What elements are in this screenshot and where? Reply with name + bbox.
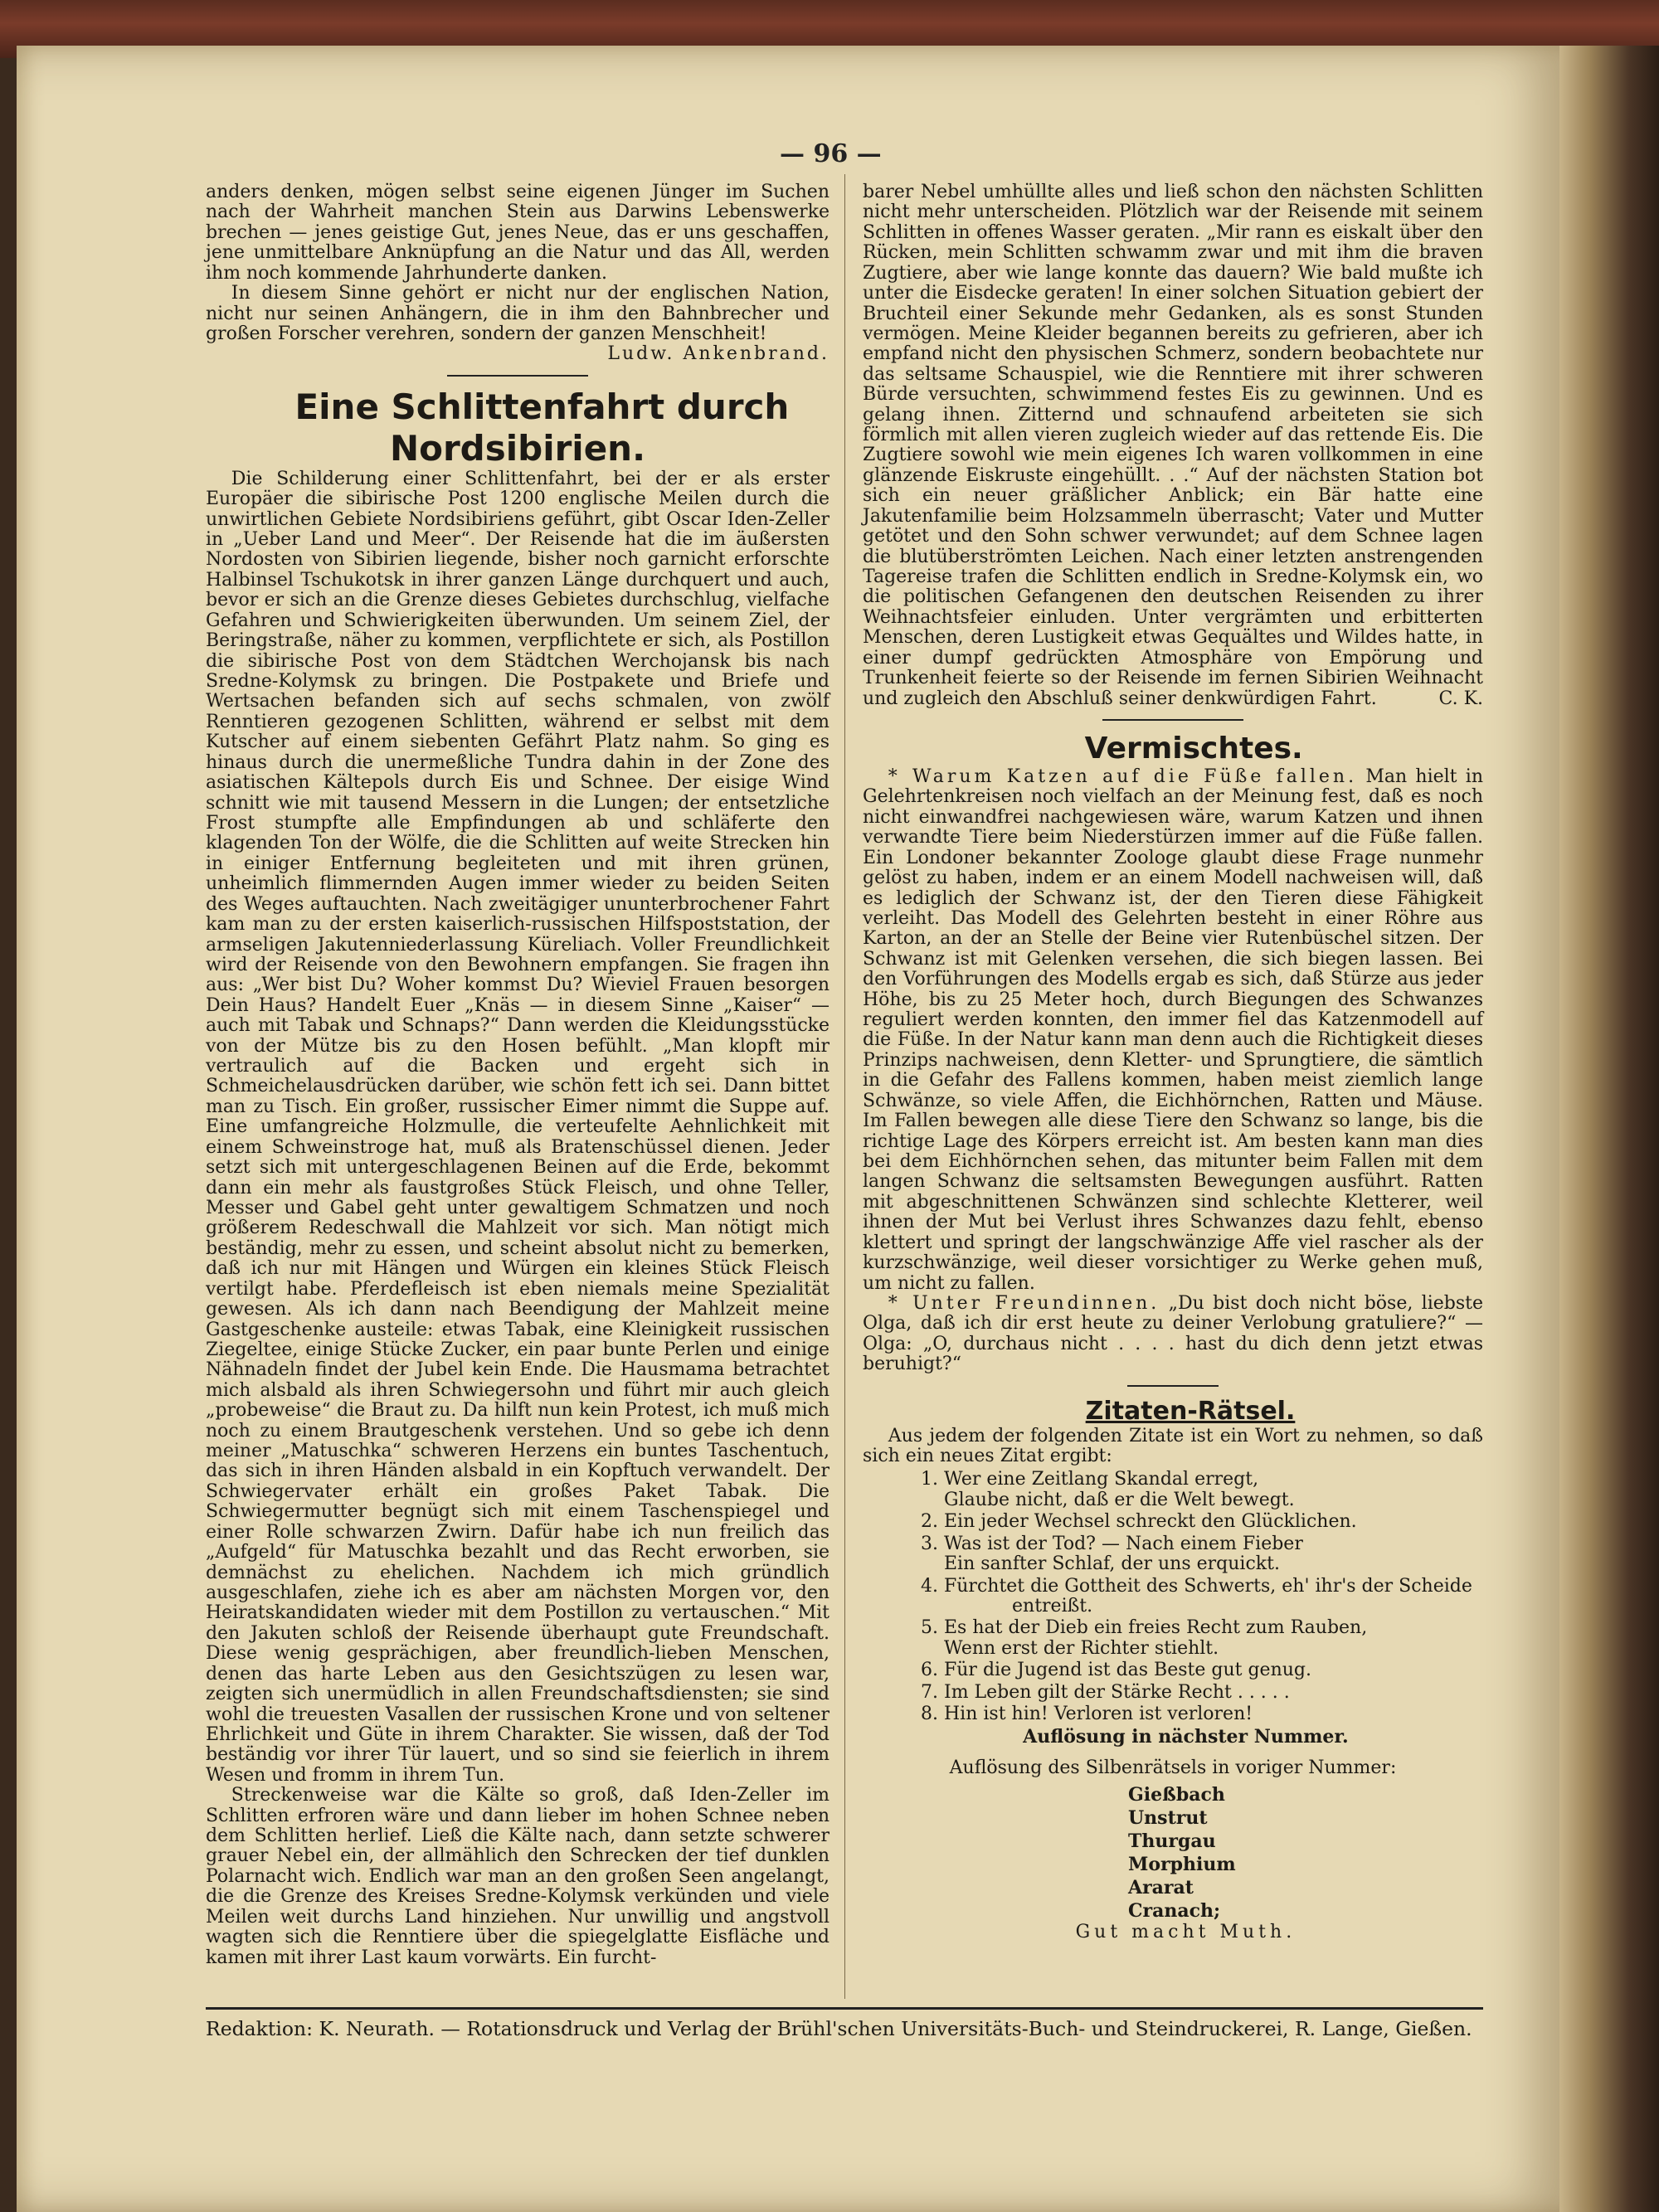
cats-item-text: Man hielt in Gelehrtenkreisen noch vielfach an der Meinung fest, daß es noch nicht einwandfrei nachgewiesen wäre, warum Katzen und ihnen verwandte Tiere beim Niederstürzen immer auf die Füße fallen. Ein Londoner bekannter Zoologe glaubt diese Frage nunmehr gelöst zu haben, indem er an einem Modell nachweisen will, daß es lediglich der Schwanz ist, der den Tieren diese Fähigkeit verleiht. Das Modell des Gelehrten besteht in einer Röhre aus Karton, an der an Stelle der Beine vier Rutenbüschel sitzen. Der Schwanz ist mit Gelenken versehen, die sich biegen lassen. Bei den Vorführungen des Modells ergab es sich, daß Stürze aus jeder Höhe, bis zu 25 Meter hoch, durch Biegungen des Schwanzes reguliert werden konnten, den immer fiel das Katzenmodell auf die Füße. In der Natur kann man denn auch die Richtigkeit dieses Prinzips nachweisen, denn Kletter- und Sprungtiere, die sämtlich in die Gefahr des Fallens kommen, haben meist ziemlich lange Schwänze, so viele Affen, die Eichhörnchen, Ratten und Mäuse. Im Fallen bewegen alle diese Tiere den Schwanz so lange, bis die richtige Lage des Körpers erreicht ist. Am besten kann man dies bei dem Eichhörnchen sehen, das mitunter beim Fallen mit dem langen Schwanz die seltsamsten Bewegungen ausführt. Ratten mit abgeschnittenen Schwänzen sind schlechte Kletterer, weil ihnen der Mut bei Verlust ihres Schwanzes dazu fehlt, ebenso klettert und springt der langschwänzige Affe viel rascher als der kurzschwänzige, weil dieser vorsichtiger zu Werke gehen muß, um nicht zu fallen. [863,766,1483,1294]
riddle-quote-list [921,1470,1483,1724]
prev-solution-word: Thurgau [1128,1830,1216,1853]
riddle-quote: 6. Für die Jugend ist das Beste gut genug. [921,1660,1311,1681]
riddle-title: Zitaten-Rätsel. [1085,1396,1296,1426]
cats-item [863,767,1483,1294]
prev-solution-words [1128,1783,1483,1923]
riddle-quote: 7. Im Leben gilt der Stärke Recht . . . . . [921,1681,1290,1703]
column-divider [844,174,845,1999]
riddle-quote: 1. Wer eine Zeitlang Skandal erregt, Glaube nicht, daß er die Welt bewegt. [921,1469,1295,1510]
riddle-solution-note: Auflösung in nächster Nummer. [1023,1725,1349,1748]
section-divider [1127,1385,1219,1387]
riddle-intro: Aus jedem der folgenden Zitate ist ein Wort zu nehmen, so daß sich ein neues Zitat ergibt: [863,1425,1483,1467]
page-number: — 96 — [780,139,882,168]
friends-item-text: „Du bist doch nicht böse, liebste Olga, daß ich dir erst heute zu deiner Verlobung gratuliere?“ — Olga: „O, durchaus nicht . . . . hast du dich denn jetzt etwas beruhigt?“ [863,1292,1484,1375]
prev-solution-word: Cranach; [1128,1900,1221,1923]
prev-solution-word: Unstrut [1128,1807,1208,1830]
cats-item-lead: * Warum Katzen auf die Füße fallen. [888,766,1358,787]
prev-solution-title: Auflösung des Silbenrätsels in voriger Nummer: [949,1757,1397,1778]
prev-solution-word: Ararat [1128,1877,1194,1899]
riddle-quote: 3. Was ist der Tod? — Nach einem Fieber Ein sanfter Schlaf, der uns erquickt. [921,1533,1303,1575]
riddle-quote: 2. Ein jeder Wechsel schreckt den Glücklichen. [921,1511,1357,1533]
page-gutter-shadow [1559,46,1659,2212]
friends-item-lead: * Unter Freundinnen. [888,1292,1160,1314]
footer-rule [206,2007,1483,2010]
friends-item [863,1294,1483,1375]
section-divider [1102,719,1243,721]
sleigh-article-continuation: barer Nebel umhüllte alles und ließ schon den nächsten Schlitten nicht mehr unterscheiden. Plötzlich war der Reisende mit seinem Schlitten in offenes Wasser geraten. „Mir rann es eiskalt über den Rücken, mein Schlitten schwamm zwar und mit ihm die braven Zugtiere, aber wie lange konnte das dauern? Wie bald mußte ich unter die Eisdecke geraten! In einer solchen Situation gebiert der Bruchteil einer Sekunde mehr Gedanken, als es sonst Stunden vermögen. Meine Kleider begannen bereits zu gefrieren, aber ich empfand nicht den physischen Schmerz, sondern beobachtete nur das seltsame Schauspiel, wie die Renntiere mit ihrer schweren Bürde versuchten, schwimmend festes Eis zu gewinnen. Und es gelang ihnen. Zitternd und schnaufend arbeiteten sie sich förmlich mit allen vieren zugleich wieder auf das rettende Eis. Die Zugtiere sowohl wie mein eigenes Ich waren vollkommen in eine glänzende Eiskruste eingehüllt. . .“ Auf der nächsten Station bot sich ein neuer gräßlicher Anblick; ein Bär hatte eine Jakutenfamilie beim Holzsammeln überrascht; Vater und Mutter getötet und den Sohn schwer verwundet; auf dem Schnee lagen die blutüberströmten Leichen. Nach einer letzten anstrengenden Tagereise trafen die Schlitten endlich in Sredne-Kolymsk ein, wo die politischen Gefangenen den deutschen Reisenden zu ihrer Weihnachtsfeier einluden. Unter vergrämten und erbitterten Menschen, deren Lustigkeit etwas Gequältes und Wildes hatte, in einer dumpf gedrückten Atmosphäre von Empörung und Trunkenheit feierte so der Reisende im fernen Sibirien Weihnacht und zugleich den Abschluß seiner denkwürdigen Fahrt. C. K. [863,182,1483,709]
sleigh-article-signature: C. K. [1438,688,1483,709]
section-divider [447,375,588,377]
sleigh-article-paragraph-2: Streckenweise war die Kälte so groß, daß Iden-Zeller im Schlitten erfroren wäre und dann lieber im hohen Schnee neben dem Schlitten herlief. Ließ die Kälte nach, dann setzte schwerer grauer Nebel ein, der allmählich den Schrecken der tief dunklen Polarnacht wich. Endlich war man an den großen Seen angelangt, die die Grenze des Kreises Sredne-Kolymsk verkünden und viele Meilen weit durchs Land hinziehen. Nur unwillig und angstvoll wagten sich die Renntiere über die spiegelglatte Eisfläche und kamen mit ihrer Last kaum vorwärts. Ein furcht- [206,1785,830,1968]
darwin-article-continuation: anders denken, mögen selbst seine eigenen Jünger im Suchen nach der Wahrheit manchen Stein aus Darwins Lebenswerke brechen — jenes geistige Gut, jenes Neue, das er uns geschaffen, jene unmittelbare Anknüpfung an die Natur und das All, werden ihm noch kommende Jahrhunderte danken. [206,182,830,284]
prev-solution-motto: Gut macht Muth. [1075,1922,1297,1943]
imprint-footer: Redaktion: K. Neurath. — Rotationsdruck und Verlag der Brühl'schen Universitäts-Buch- und Steindruckerei, R. Lange, Gießen. [206,2017,1472,2040]
darwin-article-signature: Ludw. Ankenbrand. [607,343,830,365]
riddle-quote: 8. Hin ist hin! Verloren ist verloren! [921,1704,1253,1725]
right-column [863,182,1483,1943]
riddle-quote: 4. Fürchtet die Gottheit des Schwerts, eh' ihr's der Scheide entreißt. [921,1575,1472,1616]
sleigh-article-title: Eine Schlittenfahrt durch Nordsibirien. [294,386,790,469]
vermischtes-title: Vermischtes. [1084,731,1303,766]
left-column [206,182,830,1968]
prev-solution-word: Gießbach [1128,1784,1225,1806]
prev-solution-word: Morphium [1128,1854,1236,1876]
darwin-article-closing: In diesem Sinne gehört er nicht nur der englischen Nation, nicht nur seinen Anhängern, die in ihm den Bahnbrecher und großen Forscher verehren, sondern der ganzen Menschheit! [206,283,830,344]
riddle-quote: 5. Es hat der Dieb ein freies Recht zum Rauben, Wenn erst der Richter stiehlt. [921,1617,1368,1659]
sleigh-article-paragraph-1: Die Schilderung einer Schlittenfahrt, bei der er als erster Europäer die sibirische Post 1200 englische Meilen durch die unwirtlichen Gebiete Nordsibiriens geführt, gibt Oscar Iden-Zeller in „Ueber Land und Meer“. Der Reisende hat die im äußersten Nordosten von Sibirien liegende, bisher noch garnicht erforschte Halbinsel Tschukotsk in ihrer ganzen Länge durchquert und auch, bevor er sich an die Grenze dieses Gebietes durchschlug, vielfache Gefahren und Schwierigkeiten überwunden. Um seinem Ziel, der Beringstraße, näher zu kommen, verpflichtete er sich, als Postillon die sibirische Post von dem Städtchen Werchojansk bis nach Sredne-Kolymsk zu bringen. Die Postpakete und Briefe und Wertsachen befanden sich auf sechs schmalen, von zwölf Renntieren gezogenen Schlitten, während er selbst mit dem Kutscher auf einem siebenten Gefährt Platz nahm. So ging es hinaus durch die unermeßliche Tundra dahin in der Zone des asiatischen Kältepols durch Eis und Schnee. Der eisige Wind schnitt wie mit tausend Messern in die Lungen; der entsetzliche Frost stumpfte alle Empfindungen ab und schläferte den klagenden Ton der Wölfe, die die Schlitten auf weite Strecken hin in einiger Entfernung begleiteten und mit ihren grünen, unheimlich flimmernden Augen immer wieder zu beiden Seiten des Weges auftauchten. Nach zweitägiger ununterbrochener Fahrt kam man zu der ersten kaiserlich-russischen Hilfspoststation, der armseligen Jakutenniederlassung Küreliach. Voller Freundlichkeit wird der Reisende von den Bewohnern empfangen. Sie fragen ihn aus: „Wer bist Du? Woher kommst Du? Wieviel Frauen besorgen Dein Haus? Handelt Euer „Knäs — in diesem Sinne „Kaiser“ — auch mit Tabak und Schnaps?“ Dann werden die Kleidungsstücke von der Mütze bis zu den Hosen befühlt. „Man klopft mir vertraulich auf die Backen und ergeht sich in Schmeichelausdrücken darüber, wie schön fett ich sei. Dann bittet man zu Tisch. Ein großer, russischer Eimer nimmt die Suppe auf. Eine umfangreiche Holzmulle, die verteufelte Aehnlichkeit mit einem Schweinstroge hat, muß als Bratenschüssel dienen. Jeder setzt sich mit untergeschlagenen Beinen auf die Erde, bekommt dann ein mehr als faustgroßes Stück Fleisch, und ohne Teller, Messer und Gabel geht unter gewaltigem Schmatzen und noch größerem Redeschwall die Mahlzeit vor sich. Man nötigt mich beständig, mehr zu essen, und scheint absolut nicht zu bemerken, daß ich nur mit Hängen und Würgen ein kleines Stück Fleisch vertilgt habe. Pferdefleisch ist eben niemals meine Spezialität gewesen. Als ich dann nach Beendigung der Mahlzeit meine Gastgeschenke austeile: etwas Tabak, eine Kleinigkeit russischen Ziegeltee, einige Stücke Zucker, ein paar bunte Perlen und einige Nähnadeln findet der Jubel kein Ende. Die Hausmama betrachtet mich alsbald als ihren Schwiegersohn und führt mir auch gleich „probeweise“ die Braut zu. Da hilft nun kein Protest, ich muß mich noch zu einem Brautgeschenk verstehen. Und so gebe ich denn meiner „Matuschka“ schweren Herzens ein buntes Taschentuch, das sich in ihren Händen alsbald in ein Kopftuch verwandelt. Der Schwiegervater erhält ein großes Paket Tabak. Die Schwiegermutter begnügt sich mit einem Taschenspiegel und einer Rolle schwarzen Zwirn. Dafür habe ich nun freilich das „Aufgeld“ für Matuschka bezahlt und das Recht erworben, sie demnächst zu ehelichen. Nachdem ich mich gründlich ausgeschlafen, ziehe ich es aber am nächsten Morgen vor, den Heiratskandidaten wieder mit dem Postillon zu vertauschen.“ Mit den Jakuten schloß der Reisende überhaupt gute Freundschaft. Diese wenig gesprächigen, aber freundlich-lieben Menschen, denen das harte Leben aus den Gesichtszügen zu lesen war, zeigten sich unermüdlich in allen Freundschaftsdiensten; sie sind wohl die treuesten Vasallen der russischen Krone und von seltener Ehrlichkeit und Güte in ihrem Charakter. Sie wissen, daß der Tod beständig vor ihrer Tür lauert, und so sind sie feierlich in ihrem Wesen und fromm in ihrem Tun. [206,468,830,1786]
